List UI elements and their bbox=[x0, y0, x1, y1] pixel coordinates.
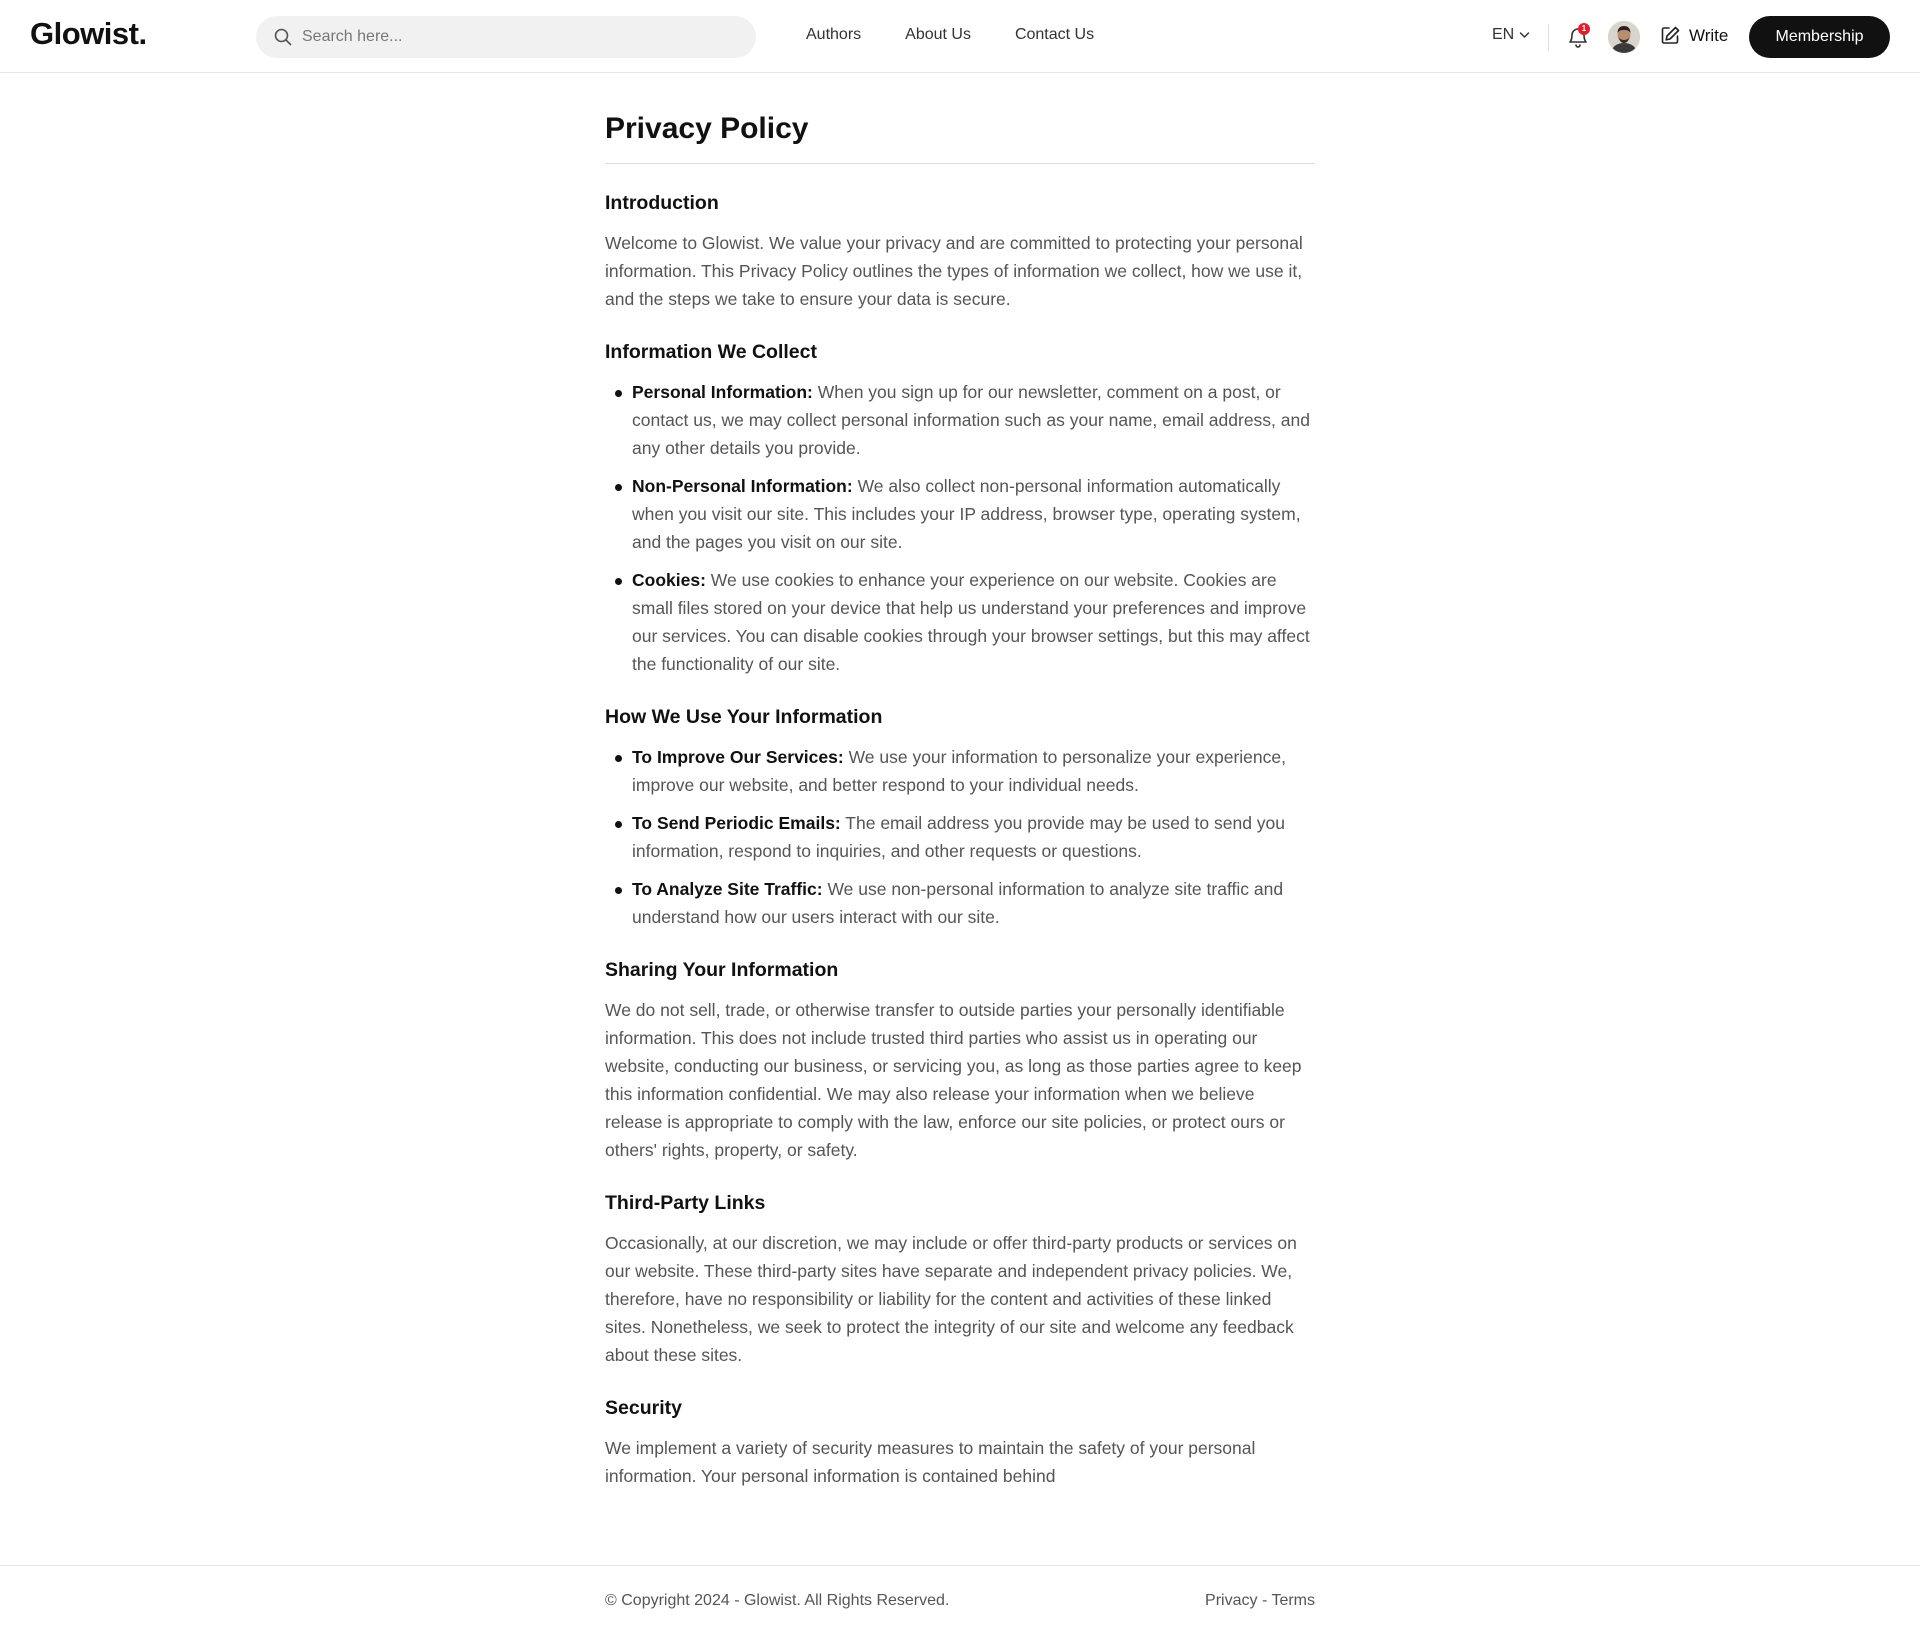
membership-button[interactable]: Membership bbox=[1749, 16, 1890, 58]
user-avatar[interactable] bbox=[1608, 21, 1640, 53]
list-item-text: We use non-personal information to analyze site traffic and understand how our users interact with our site. bbox=[632, 879, 1284, 927]
list-item bbox=[605, 378, 1315, 462]
list-item-text: We use your information to personalize your experience, improve our website, and better respond to your individual needs. bbox=[632, 747, 1286, 795]
list-item bbox=[605, 809, 1315, 865]
nav-authors[interactable]: Authors bbox=[806, 26, 862, 43]
list-item bbox=[605, 875, 1315, 931]
header-divider bbox=[1548, 24, 1549, 51]
section-heading-third-party-links: Third-Party Links bbox=[605, 1192, 766, 1214]
edit-icon bbox=[1660, 25, 1681, 46]
section-heading-security: Security bbox=[605, 1397, 682, 1419]
list-item-term: To Analyze Site Traffic: bbox=[632, 879, 823, 899]
list-item bbox=[605, 743, 1315, 799]
chevron-down-icon bbox=[1519, 31, 1530, 39]
copyright-text: © Copyright 2024 - Glowist. All Rights Reserved. bbox=[605, 1592, 950, 1609]
list-item-term: To Send Periodic Emails: bbox=[632, 813, 841, 833]
sharing-text: We do not sell, trade, or otherwise transfer to outside parties your personally identifiable information. This does not include trusted third parties who assist us in operating our website, conducting our business, or servicing you, as long as those parties agree to keep this information confidential. We may also release your information when we believe release is appropriate to comply with the law, enforce our site policies, or protect ours or others' rights, property, or safety. bbox=[605, 1000, 1302, 1160]
terms-link[interactable]: Terms bbox=[1271, 1592, 1315, 1609]
list-item bbox=[605, 472, 1315, 556]
introduction-text: Welcome to Glowist. We value your privacy and are committed to protecting your personal information. This Privacy Policy outlines the types of information we collect, how we use it, and the steps we take to ensure your data is secure. bbox=[605, 233, 1303, 309]
section-heading-how-we-use: How We Use Your Information bbox=[605, 706, 883, 728]
avatar-image bbox=[1608, 21, 1640, 53]
list-item-text: When you sign up for our newsletter, comment on a post, or contact us, we may collect personal information such as your name, email address, and any other details you provide. bbox=[632, 382, 1310, 458]
privacy-link[interactable]: Privacy bbox=[1205, 1592, 1258, 1609]
section-heading-introduction: Introduction bbox=[605, 192, 719, 214]
write-label: Write bbox=[1689, 25, 1729, 45]
footer-link-separator: - bbox=[1257, 1592, 1272, 1609]
search-icon bbox=[274, 28, 292, 46]
page-title: Privacy Policy bbox=[605, 112, 1315, 164]
language-label: EN bbox=[1492, 26, 1515, 43]
list-item-text: We also collect non-personal information automatically when you visit our site. This includes your IP address, browser type, operating system, and the pages you visit on our site. bbox=[632, 476, 1301, 552]
list-item-term: To Improve Our Services: bbox=[632, 747, 844, 767]
footer-links bbox=[1205, 1592, 1315, 1610]
section-heading-sharing: Sharing Your Information bbox=[605, 959, 839, 981]
nav-about-us[interactable]: About Us bbox=[905, 26, 971, 43]
list-item-term: Personal Information: bbox=[632, 382, 813, 402]
list-item-term: Cookies: bbox=[632, 570, 706, 590]
nav-contact-us[interactable]: Contact Us bbox=[1014, 26, 1095, 43]
list-item-text: The email address you provide may be used to send you information, respond to inquiries, and other requests or questions. bbox=[632, 813, 1286, 861]
third-party-text: Occasionally, at our discretion, we may include or offer third-party products or services on our website. These third-party sites have separate and independent privacy policies. We, therefore, have no responsibility or liability for the content and activities of these linked sites. Nonetheless, we seek to protect the integrity of our site and welcome any feedback about these sites. bbox=[605, 1233, 1297, 1365]
main-nav bbox=[806, 26, 1094, 44]
notification-badge: 1 bbox=[1578, 23, 1590, 35]
site-logo[interactable]: Glowist. bbox=[30, 16, 147, 51]
list-item-term: Non-Personal Information: bbox=[632, 476, 853, 496]
information-collected-list bbox=[605, 378, 1315, 678]
list-item-text: We use cookies to enhance your experience on our website. Cookies are small files stored on your device that help us understand your preferences and improve our services. You can disable cookies through your browser settings, but this may affect the functionality of our site. bbox=[632, 570, 1310, 674]
information-use-list bbox=[605, 743, 1315, 931]
privacy-policy-content bbox=[605, 112, 1315, 1490]
write-button[interactable] bbox=[1660, 25, 1728, 46]
section-heading-information-we-collect: Information We Collect bbox=[605, 341, 817, 363]
search-bar[interactable] bbox=[256, 16, 756, 58]
page-footer bbox=[0, 1565, 1920, 1639]
search-input[interactable] bbox=[300, 27, 724, 47]
security-text: We implement a variety of security measures to maintain the safety of your personal information. Your personal information is contained behind bbox=[605, 1438, 1256, 1486]
language-selector[interactable] bbox=[1492, 26, 1530, 44]
top-navigation-bar bbox=[0, 0, 1920, 73]
list-item bbox=[605, 566, 1315, 678]
